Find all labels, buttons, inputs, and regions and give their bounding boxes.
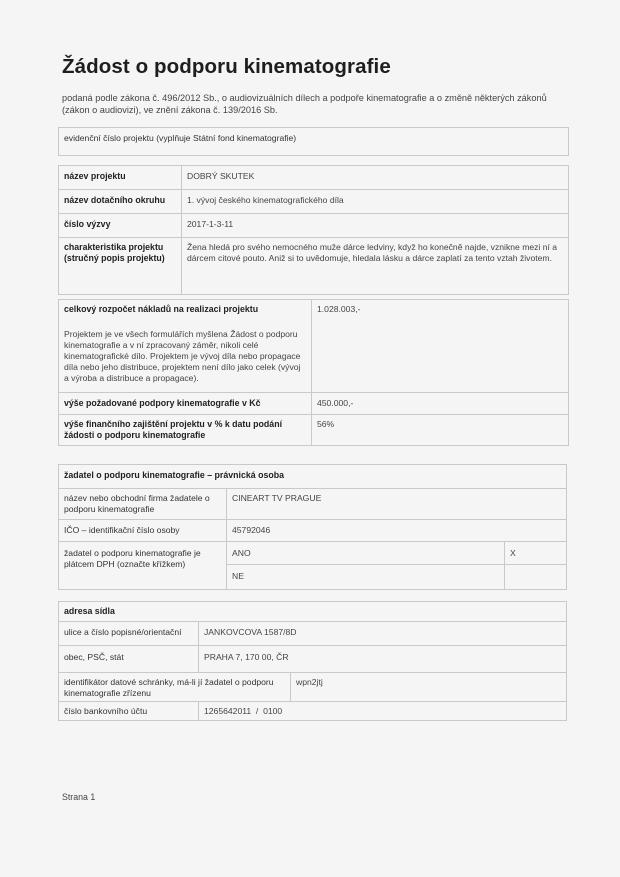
street-label: ulice a číslo popisné/orientační: [59, 622, 199, 646]
budget-total-label: celkový rozpočet nákladů na realizaci projektu: [64, 304, 259, 314]
address-table: [58, 601, 567, 721]
page-title: Žádost o podporu kinematografie: [62, 55, 391, 78]
page-footer: Strana 1: [62, 792, 96, 802]
ico-value: 45792046: [227, 520, 567, 542]
applicant-section-label: žadatel o podporu kinematografie – právnická osoba: [59, 465, 567, 489]
databox-value: wpn2jtj: [291, 673, 567, 702]
bank-value: 1265642011 / 0100: [199, 702, 567, 721]
databox-label: identifikátor datové schránky, má-li jí žadatel o podporu kinematografie zřízenu: [59, 673, 291, 702]
support-value: 450.000,-: [312, 393, 569, 415]
call-value: 2017-1-3-11: [182, 214, 569, 238]
percent-label: výše finančního zajištění projektu v % k datu podání žádosti o podporu kinematografie: [59, 415, 312, 446]
program-value: 1. vývoj českého kinematografického díla: [182, 190, 569, 214]
project-name-label: název projektu: [59, 166, 182, 190]
vat-label: žadatel o podporu kinematografie je plátcem DPH (označte křížkem): [59, 542, 227, 590]
budget-total-note: Projektem je ve všech formulářích myšlena Žádost o podporu kinematografie a v ní zpracovaný záměr, nikoli celé kinematografické dílo. Projektem je vývoj díla nebo propagace díla nebo jeho distribuce, projektem není dílo jako celek (vývoj a výroba a distribuce a propagace).: [64, 329, 301, 383]
budget-total-cell: [59, 300, 312, 393]
percent-value: 56%: [312, 415, 569, 446]
street-value: JANKOVCOVA 1587/8D: [199, 622, 567, 646]
city-label: obec, PSČ, stát: [59, 646, 199, 673]
vat-no-label: NE: [227, 565, 505, 590]
city-value: PRAHA 7, 170 00, ČR: [199, 646, 567, 673]
vat-yes-label: ANO: [227, 542, 505, 565]
evidence-label: evidenční číslo projektu (vyplňuje Státní fond kinematografie): [59, 128, 569, 156]
evidence-table: [58, 127, 569, 156]
call-label: číslo výzvy: [59, 214, 182, 238]
bank-label: číslo bankovního účtu: [59, 702, 199, 721]
applicant-table: [58, 464, 567, 590]
project-name-value: DOBRÝ SKUTEK: [182, 166, 569, 190]
characteristic-label: charakteristika projektu (stručný popis projektu): [59, 238, 182, 295]
budget-table: [58, 299, 569, 446]
firm-value: CINEART TV PRAGUE: [227, 489, 567, 520]
vat-no-checkbox[interactable]: [505, 565, 567, 590]
support-label: výše požadované podpory kinematografie v Kč: [59, 393, 312, 415]
vat-yes-checkbox[interactable]: X: [505, 542, 567, 565]
address-section-label: adresa sídla: [59, 602, 567, 622]
firm-label: název nebo obchodní firma žadatele o podporu kinematografie: [59, 489, 227, 520]
program-label: název dotačního okruhu: [59, 190, 182, 214]
page-subtitle: podaná podle zákona č. 496/2012 Sb., o audiovizuálních dílech a podpoře kinematografie a o změně některých zákonů (zákon o audiovizi), ve znění zákona č. 139/2016 Sb.: [62, 93, 547, 115]
budget-total-value: 1.028.003,-: [312, 300, 569, 393]
characteristic-value: Žena hledá pro svého nemocného muže dárce ledviny, když ho konečně najde, vznikne mezi ní a dárcem citové pouto. Aniž si to uvědomuje, hledala lásku a dárce zaplatí za tento vztah životem.: [182, 238, 569, 295]
project-table: [58, 165, 569, 295]
ico-label: IČO – identifikační číslo osoby: [59, 520, 227, 542]
